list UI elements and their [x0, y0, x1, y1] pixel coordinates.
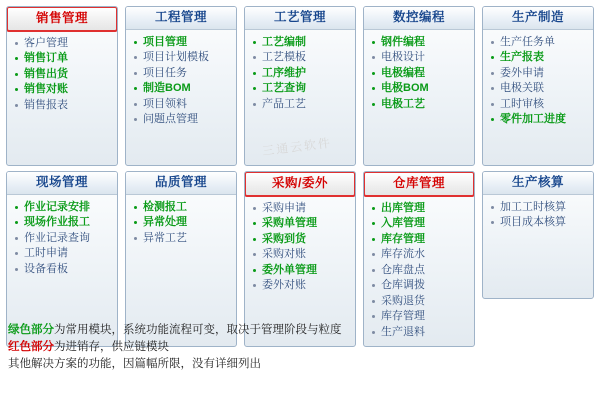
- list-item[interactable]: 电极设计: [372, 50, 470, 66]
- list-item[interactable]: 委外申请: [491, 66, 589, 82]
- module-card-sales[interactable]: [6, 6, 118, 166]
- list-item[interactable]: 异常处理: [134, 215, 232, 231]
- module-card-quality[interactable]: [125, 171, 237, 347]
- list-item[interactable]: 零件加工进度: [491, 112, 589, 128]
- legend-text-note: 其他解决方案的功能，因篇幅所限，没有详细列出: [8, 358, 261, 370]
- module-title-quality: 品质管理: [126, 172, 236, 195]
- module-title-cnc: 数控编程: [364, 7, 474, 30]
- list-item[interactable]: 项目计划模板: [134, 50, 232, 66]
- list-item[interactable]: 库存管理: [372, 309, 470, 325]
- list-item[interactable]: 入库管理: [372, 216, 470, 232]
- list-item[interactable]: 工艺查询: [253, 81, 351, 97]
- list-item[interactable]: 电极关联: [491, 81, 589, 97]
- module-items-warehouse: [364, 196, 474, 347]
- list-item[interactable]: 客户管理: [15, 36, 113, 52]
- module-title-engineering: 工程管理: [126, 7, 236, 30]
- list-item[interactable]: 生产报表: [491, 50, 589, 66]
- list-item[interactable]: 采购单管理: [253, 216, 351, 232]
- list-item[interactable]: 制造BOM: [134, 81, 232, 97]
- list-item[interactable]: 电极工艺: [372, 97, 470, 113]
- list-item[interactable]: 仓库盘点: [372, 263, 470, 279]
- list-item[interactable]: 产品工艺: [253, 97, 351, 113]
- module-card-cnc[interactable]: [363, 6, 475, 166]
- module-card-process[interactable]: [244, 6, 356, 166]
- list-item[interactable]: 采购到货: [253, 232, 351, 248]
- list-item[interactable]: 电极BOM: [372, 81, 470, 97]
- list-item[interactable]: 出库管理: [372, 201, 470, 217]
- module-card-shopfloor[interactable]: [6, 171, 118, 347]
- list-item[interactable]: 作业记录查询: [15, 231, 113, 247]
- list-item[interactable]: 项目成本核算: [491, 215, 589, 231]
- list-item[interactable]: 销售报表: [15, 98, 113, 114]
- module-card-manufacturing[interactable]: [482, 6, 594, 166]
- list-item[interactable]: 项目领料: [134, 97, 232, 113]
- module-title-warehouse: 仓库管理: [363, 171, 475, 197]
- list-item[interactable]: 问题点管理: [134, 112, 232, 128]
- module-title-process: 工艺管理: [245, 7, 355, 30]
- list-item[interactable]: 异常工艺: [134, 231, 232, 247]
- list-item[interactable]: 工艺编制: [253, 35, 351, 51]
- legend-line-note: [8, 356, 342, 373]
- module-items-process: [245, 30, 355, 165]
- list-item[interactable]: 生产退料: [372, 325, 470, 341]
- module-title-shopfloor: 现场管理: [7, 172, 117, 195]
- watermark: 三通云软件: [261, 135, 333, 159]
- list-item[interactable]: 仓库调拨: [372, 278, 470, 294]
- module-items-sales: [7, 31, 117, 165]
- module-items-costing: [483, 195, 593, 298]
- list-item[interactable]: 销售出货: [15, 67, 113, 83]
- list-item[interactable]: 委外对账: [253, 278, 351, 294]
- module-card-warehouse[interactable]: [363, 171, 475, 347]
- list-item[interactable]: 采购申请: [253, 201, 351, 217]
- list-item[interactable]: 钢件编程: [372, 35, 470, 51]
- legend-text-red: 为进销存，供应链模块: [54, 341, 169, 353]
- legend-text-green: 为常用模块，系统功能流程可变，取决于管理阶段与粒度: [54, 324, 342, 336]
- module-card-costing[interactable]: [482, 171, 594, 299]
- list-item[interactable]: 检测报工: [134, 200, 232, 216]
- legend-mark-green: 绿色部分: [8, 324, 54, 336]
- list-item[interactable]: 作业记录安排: [15, 200, 113, 216]
- module-title-purchasing: 采购/委外: [244, 171, 356, 197]
- list-item[interactable]: 采购对账: [253, 247, 351, 263]
- list-item[interactable]: 工艺模板: [253, 50, 351, 66]
- list-item[interactable]: 生产任务单: [491, 35, 589, 51]
- list-item[interactable]: 工时申请: [15, 246, 113, 262]
- list-item[interactable]: 电极编程: [372, 66, 470, 82]
- list-item[interactable]: 销售订单: [15, 51, 113, 67]
- legend-mark-red: 红色部分: [8, 341, 54, 353]
- module-card-engineering[interactable]: [125, 6, 237, 166]
- list-item[interactable]: 现场作业报工: [15, 215, 113, 231]
- list-item[interactable]: 项目管理: [134, 35, 232, 51]
- module-title-manufacturing: 生产制造: [483, 7, 593, 30]
- legend-line-green: [8, 322, 342, 339]
- list-item[interactable]: 加工工时核算: [491, 200, 589, 216]
- list-item[interactable]: 销售对账: [15, 82, 113, 98]
- legend: [8, 322, 342, 373]
- list-item[interactable]: 委外单管理: [253, 263, 351, 279]
- list-item[interactable]: 工时审核: [491, 97, 589, 113]
- module-items-manufacturing: [483, 30, 593, 165]
- list-item[interactable]: 项目任务: [134, 66, 232, 82]
- list-item[interactable]: 库存管理: [372, 232, 470, 248]
- list-item[interactable]: 工序维护: [253, 66, 351, 82]
- module-title-costing: 生产核算: [483, 172, 593, 195]
- legend-line-red: [8, 339, 342, 356]
- module-items-cnc: [364, 30, 474, 165]
- module-card-purchasing[interactable]: [244, 171, 356, 347]
- module-title-sales: 销售管理: [6, 6, 118, 32]
- module-row-2: [6, 171, 594, 347]
- list-item[interactable]: 库存流水: [372, 247, 470, 263]
- list-item[interactable]: 采购退货: [372, 294, 470, 310]
- module-row-1: [6, 6, 594, 166]
- module-items-engineering: [126, 30, 236, 165]
- list-item[interactable]: 设备看板: [15, 262, 113, 278]
